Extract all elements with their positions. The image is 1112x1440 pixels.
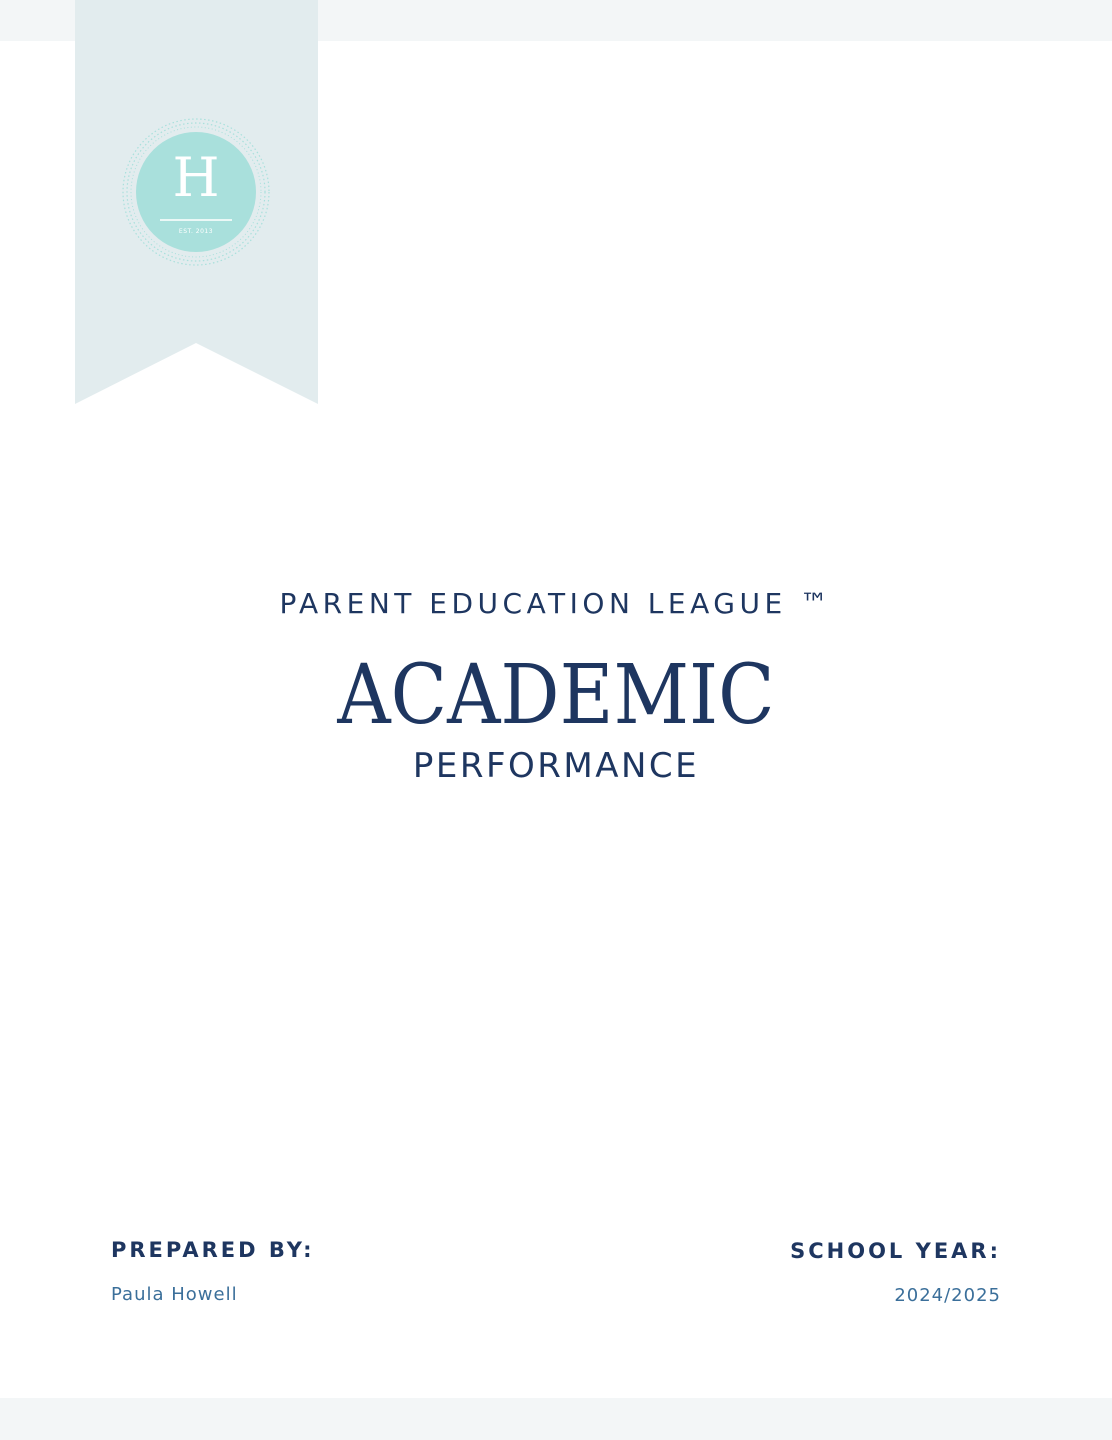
logo-emblem-icon (122, 118, 270, 266)
cover-title: ACADEMIC (337, 648, 775, 743)
school-year-label: SCHOOL YEAR: (790, 1239, 1001, 1263)
organization-name: PARENT EDUCATION LEAGUE ™ (279, 587, 833, 620)
logo-est-text: EST. 2013 (178, 228, 214, 235)
prepared-by-value: Paula Howell (111, 1284, 238, 1305)
school-year-value: 2024/2025 (894, 1285, 1001, 1306)
logo-letter: H (172, 146, 220, 209)
bottom-band (0, 1398, 1112, 1440)
prepared-by-label: PREPARED BY: (111, 1238, 315, 1262)
cover-subtitle: PERFORMANCE (412, 746, 700, 786)
